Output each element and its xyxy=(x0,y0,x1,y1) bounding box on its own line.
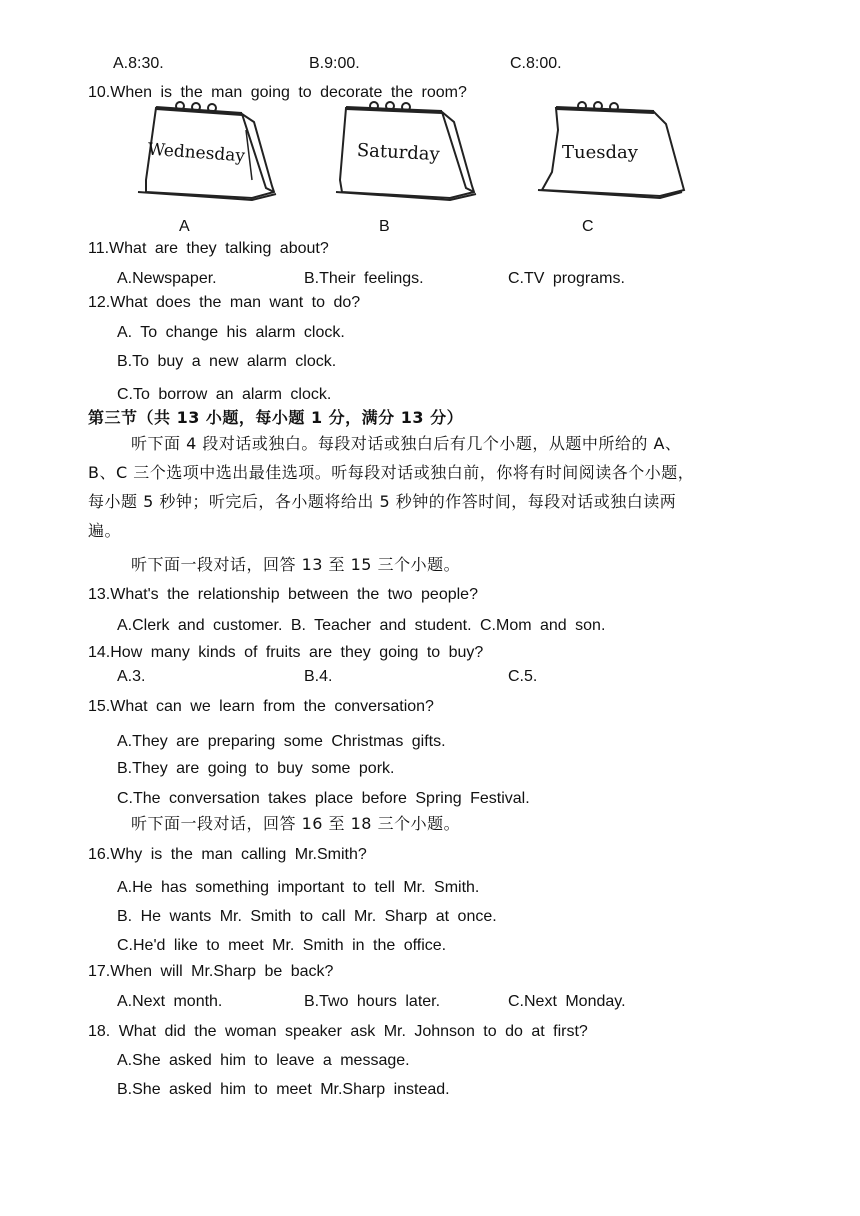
q12-option-a: A. To change his alarm clock. xyxy=(117,324,345,341)
desk-calendar-icon xyxy=(534,100,694,210)
q11-question: 11.What are they talking about? xyxy=(88,240,329,257)
q10-option-b-label: B xyxy=(379,218,390,235)
q14-option-a: A.3. xyxy=(117,668,146,685)
q10-question: 10.When is the man going to decorate the room? xyxy=(88,84,467,101)
q17-option-a: A.Next month. xyxy=(117,993,223,1010)
q13-question: 13.What's the relationship between the two people? xyxy=(88,586,478,603)
svg-text:Wednesday: Wednesday xyxy=(147,139,246,167)
q18-question: 18. What did the woman speaker ask Mr. Johnson to do at first? xyxy=(88,1023,588,1040)
svg-text:Tuesday: Tuesday xyxy=(562,142,638,163)
q18-option-a: A.She asked him to leave a message. xyxy=(117,1052,410,1069)
section3-instructions-4: 遍。 xyxy=(88,521,122,540)
q16-option-a: A.He has something important to tell Mr. Smith. xyxy=(117,879,480,896)
q14-question: 14.How many kinds of fruits are they going to buy? xyxy=(88,644,484,661)
calendar-tuesday xyxy=(534,100,694,210)
q11-option-b: B.Their feelings. xyxy=(304,270,424,287)
q17-option-c: C.Next Monday. xyxy=(508,993,626,1010)
q11-option-c: C.TV programs. xyxy=(508,270,625,287)
q15-option-a: A.They are preparing some Christmas gifts. xyxy=(117,733,446,750)
q15-option-c: C.The conversation takes place before Spring Festival. xyxy=(117,790,530,807)
q15-question: 15.What can we learn from the conversation? xyxy=(88,698,434,715)
q16-option-b: B. He wants Mr. Smith to call Mr. Sharp at once. xyxy=(117,908,497,925)
q12-option-b: B.To buy a new alarm clock. xyxy=(117,353,337,370)
desk-calendar-icon xyxy=(332,100,492,210)
section3-instructions-2: B、C 三个选项中选出最佳选项。听每段对话或独白前，你将有时间阅读各个小题， xyxy=(88,463,695,482)
q16-question: 16.Why is the man calling Mr.Smith? xyxy=(88,846,367,863)
q10-option-c-label: C xyxy=(582,218,594,235)
q14-option-c: C.5. xyxy=(508,668,538,685)
q17-option-b: B.Two hours later. xyxy=(304,993,441,1010)
q14-option-b: B.4. xyxy=(304,668,333,685)
section3-instructions-1: 听下面 4 段对话或独白。每段对话或独白后有几个小题，从题中所给的 A、 xyxy=(131,434,682,453)
q9-option-b: B.9:00. xyxy=(309,55,360,72)
q17-question: 17.When will Mr.Sharp be back? xyxy=(88,963,334,980)
q10-option-a-label: A xyxy=(179,218,190,235)
calendar-saturday xyxy=(332,100,492,210)
section3-title: 第三节（共 13 小题，每小题 1 分，满分 13 分） xyxy=(88,408,464,427)
calendar-wednesday xyxy=(134,100,294,210)
q18-option-b: B.She asked him to meet Mr.Sharp instead. xyxy=(117,1081,450,1098)
q12-question: 12.What does the man want to do? xyxy=(88,294,361,311)
q11-option-a: A.Newspaper. xyxy=(117,270,217,287)
q15-option-b: B.They are going to buy some pork. xyxy=(117,760,395,777)
q16-option-c: C.He'd like to meet Mr. Smith in the office. xyxy=(117,937,447,954)
dialog-2-instruction: 听下面一段对话，回答 16 至 18 三个小题。 xyxy=(131,814,461,833)
q9-option-c: C.8:00. xyxy=(510,55,562,72)
section3-instructions-3: 每小题 5 秒钟；听完后，各小题将给出 5 秒钟的作答时间，每段对话或独白读两 xyxy=(88,492,677,511)
q9-option-a: A.8:30. xyxy=(113,55,164,72)
desk-calendar-icon xyxy=(134,100,294,210)
dialog-1-instruction: 听下面一段对话，回答 13 至 15 三个小题。 xyxy=(131,555,461,574)
q12-option-c: C.To borrow an alarm clock. xyxy=(117,386,332,403)
q13-options: A.Clerk and customer. B. Teacher and student. C.Mom and son. xyxy=(117,617,606,634)
svg-text:Saturday: Saturday xyxy=(356,139,441,166)
